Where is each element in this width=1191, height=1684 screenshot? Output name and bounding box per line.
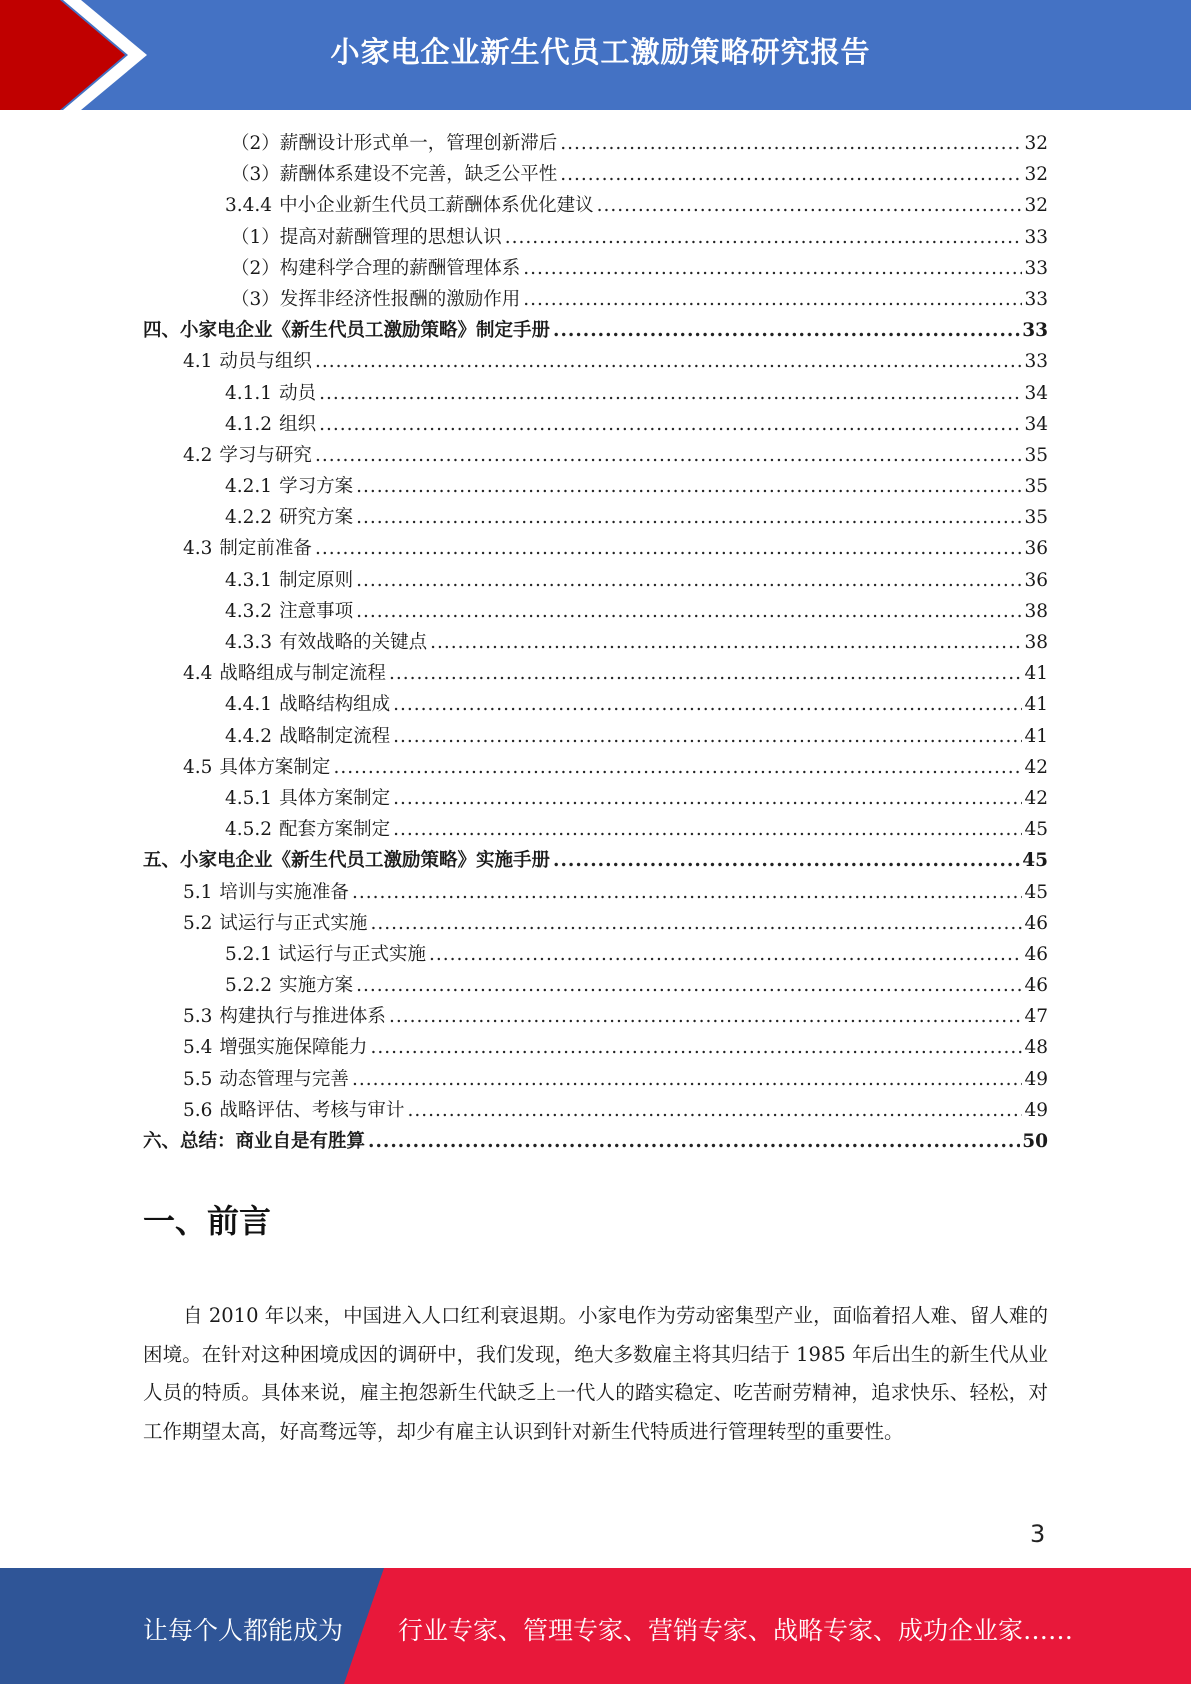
toc-entry[interactable] <box>143 1126 1048 1157</box>
toc-entry-number: 4.4.1 <box>225 694 273 716</box>
toc-entry-page: 42 <box>1024 787 1048 809</box>
toc-dot-leader <box>356 471 1022 502</box>
toc-entry[interactable] <box>143 284 1048 315</box>
toc-entry[interactable] <box>143 159 1048 190</box>
toc-entry-number: 5.4 <box>183 1037 213 1059</box>
toc-entry-title: 动员 <box>279 382 317 404</box>
toc-entry-number: 4.2.1 <box>225 476 273 498</box>
toc-entry-title: 战略组成与制定流程 <box>219 663 386 685</box>
toc-entry-title: 有效战略的关键点 <box>279 632 428 653</box>
toc-entry-number: 4.5.1 <box>225 787 273 809</box>
toc-entry-number: 4.2 <box>183 444 213 466</box>
toc-entry-page: 35 <box>1024 444 1048 466</box>
toc-dot-leader <box>553 845 1020 876</box>
page-footer <box>0 1568 1191 1684</box>
toc-entry-number: 4.5.2 <box>225 819 273 841</box>
toc-entry-number: 4.3.2 <box>225 600 273 622</box>
toc-entry[interactable] <box>143 658 1048 689</box>
toc-entry-number: 4.1.2 <box>225 413 273 435</box>
toc-entry-page: 48 <box>1024 1037 1048 1059</box>
toc-entry[interactable] <box>143 596 1048 627</box>
toc-entry[interactable] <box>143 190 1048 221</box>
toc-entry-page: 33 <box>1024 351 1048 373</box>
toc-entry-page: 33 <box>1024 288 1048 310</box>
toc-entry[interactable] <box>143 533 1048 564</box>
toc-dot-leader <box>370 908 1022 939</box>
toc-entry-page: 49 <box>1024 1099 1048 1121</box>
toc-entry-page: 36 <box>1024 569 1048 591</box>
toc-entry[interactable] <box>143 970 1048 1001</box>
toc-entry[interactable] <box>143 440 1048 471</box>
toc-entry-page: 38 <box>1024 600 1048 622</box>
toc-dot-leader <box>597 190 1023 221</box>
toc-entry-title: （2）构建科学合理的薪酬管理体系 <box>231 257 521 279</box>
toc-entry-page: 32 <box>1024 164 1048 186</box>
toc-dot-leader <box>356 502 1022 533</box>
toc-dot-leader <box>356 596 1022 627</box>
toc-entry[interactable] <box>143 1001 1048 1032</box>
toc-entry[interactable] <box>143 939 1048 970</box>
toc-entry-page: 41 <box>1024 725 1048 747</box>
toc-entry[interactable] <box>143 814 1048 845</box>
toc-entry-page: 42 <box>1024 756 1048 778</box>
toc-dot-leader <box>505 222 1023 253</box>
toc-dot-leader <box>560 128 1022 159</box>
toc-dot-leader <box>429 939 1022 970</box>
toc-entry-number: 5.1 <box>183 881 213 903</box>
footer-slogan-right: 行业专家、管理专家、营销专家、战略专家、成功企业家…… <box>398 1616 1074 1645</box>
toc-entry-title: 四、小家电企业《新生代员工激励策略》制定手册 <box>143 320 551 342</box>
toc-entry[interactable] <box>143 689 1048 720</box>
toc-dot-leader <box>523 253 1022 284</box>
toc-entry-number: 4.4.2 <box>225 725 273 747</box>
toc-entry-title: 战略评估、考核与审计 <box>219 1099 405 1121</box>
toc-dot-leader <box>356 565 1022 596</box>
toc-entry-title: 增强实施保障能力 <box>219 1037 368 1059</box>
toc-dot-leader <box>560 159 1022 190</box>
toc-entry[interactable] <box>143 845 1048 876</box>
toc-entry-page: 46 <box>1024 943 1048 965</box>
toc-entry-page: 45 <box>1024 881 1048 903</box>
toc-entry-page: 35 <box>1024 507 1048 529</box>
toc-entry-title: （3）薪酬体系建设不完善，缺乏公平性 <box>231 164 558 186</box>
toc-entry[interactable] <box>143 721 1048 752</box>
toc-entry-title: 制定原则 <box>279 569 354 591</box>
toc-entry-number: 4.1.1 <box>225 382 273 404</box>
toc-entry-page: 38 <box>1024 632 1048 653</box>
toc-entry[interactable] <box>143 1095 1048 1126</box>
toc-entry-title: 研究方案 <box>279 507 354 529</box>
toc-entry-number: 4.4 <box>183 663 213 685</box>
page-number: 3 <box>1030 1520 1046 1548</box>
toc-dot-leader <box>368 1126 1020 1157</box>
toc-entry-title: 战略结构组成 <box>279 694 391 716</box>
toc-entry[interactable] <box>143 783 1048 814</box>
toc-entry[interactable] <box>143 752 1048 783</box>
toc-entry-page: 34 <box>1024 382 1048 404</box>
toc-entry-page: 33 <box>1022 320 1048 342</box>
toc-dot-leader <box>393 814 1022 845</box>
toc-entry-number: 4.2.2 <box>225 507 273 529</box>
toc-dot-leader <box>393 689 1022 720</box>
toc-entry-page: 41 <box>1024 663 1048 685</box>
page-header <box>0 0 1191 110</box>
toc-dot-leader <box>407 1095 1022 1126</box>
toc-entry-title: 配套方案制定 <box>279 819 391 841</box>
toc-entry-number: 4.3 <box>183 538 213 560</box>
toc-entry[interactable] <box>143 1032 1048 1063</box>
toc-entry[interactable] <box>143 409 1048 440</box>
toc-entry-title: 动员与组织 <box>219 351 312 373</box>
toc-dot-leader <box>315 533 1023 564</box>
toc-entry-title: 组织 <box>279 413 317 435</box>
toc-entry[interactable] <box>143 222 1048 253</box>
toc-entry[interactable] <box>143 253 1048 284</box>
toc-dot-leader <box>352 1064 1023 1095</box>
toc-entry[interactable] <box>143 565 1048 596</box>
toc-dot-leader <box>352 877 1023 908</box>
toc-entry-title: 具体方案制定 <box>279 787 391 809</box>
toc-entry-title: 学习方案 <box>279 476 354 498</box>
toc-entry-title: 六、总结：商业自是有胜算 <box>143 1131 366 1152</box>
toc-entry-page: 47 <box>1024 1006 1048 1028</box>
toc-entry-number: 4.3.3 <box>225 632 273 653</box>
toc-entry[interactable] <box>143 378 1048 409</box>
toc-entry[interactable] <box>143 471 1048 502</box>
toc-entry-title: （1）提高对薪酬管理的思想认识 <box>231 226 502 248</box>
toc-dot-leader <box>370 1032 1022 1063</box>
toc-entry[interactable] <box>143 315 1048 346</box>
toc-entry-title: （2）薪酬设计形式单一，管理创新滞后 <box>231 133 558 154</box>
toc-entry-number: 4.5 <box>183 756 213 778</box>
toc-entry[interactable] <box>143 346 1048 377</box>
toc-entry-page: 50 <box>1022 1131 1048 1152</box>
toc-dot-leader <box>333 752 1022 783</box>
toc-entry-page: 36 <box>1024 538 1048 560</box>
toc-entry-number: 4.3.1 <box>225 569 273 591</box>
toc-entry-number: 5.3 <box>183 1006 213 1028</box>
toc-entry-page: 33 <box>1024 257 1048 279</box>
toc-entry-number: 5.6 <box>183 1099 213 1121</box>
toc-entry-title: 5.2.1 试运行与正式实施 <box>225 943 426 965</box>
footer-slogan-left: 让每个人都能成为 <box>143 1616 344 1645</box>
toc-dot-leader <box>389 658 1023 689</box>
toc-entry[interactable] <box>143 908 1048 939</box>
toc-dot-leader <box>356 970 1022 1001</box>
toc-dot-leader <box>389 1001 1023 1032</box>
section-heading: 一、前言 <box>143 1202 272 1240</box>
toc-entry-number: 4.1 <box>183 351 213 373</box>
toc-entry-title: （3）发挥非经济性报酬的激励作用 <box>231 288 521 310</box>
toc-entry-title: 制定前准备 <box>219 538 312 560</box>
toc-entry-page: 32 <box>1024 133 1048 154</box>
toc-entry[interactable] <box>143 128 1048 159</box>
toc-entry-title: 试运行与正式实施 <box>219 912 368 934</box>
intro-paragraph: 自 2010 年以来，中国进入人口红利衰退期。小家电作为劳动密集型产业，面临着招人难、留人难的困境。在针对这种困境成因的调研中，我们发现，绝大多数雇主将其归结于 1985 年后出生的新生代从业人员的特质。具体来说，雇主抱怨新生代缺乏上一代人的踏实稳定、吃苦耐劳精神，追求快乐、轻松，对工作期望太高，好高骛远等，却少有雇主认识到针对新生代特质进行管理转型的重要性。 <box>143 1304 1048 1443</box>
toc-entry[interactable] <box>143 877 1048 908</box>
toc-entry[interactable] <box>143 1064 1048 1095</box>
toc-entry-title: 五、小家电企业《新生代员工激励策略》实施手册 <box>143 850 551 872</box>
toc-entry[interactable] <box>143 627 1048 658</box>
toc-entry-page: 34 <box>1024 413 1048 435</box>
toc-entry-page: 46 <box>1024 912 1048 934</box>
toc-entry-title: 培训与实施准备 <box>219 881 349 903</box>
toc-entry[interactable] <box>143 502 1048 533</box>
toc-dot-leader <box>319 378 1022 409</box>
toc-entry-title: 实施方案 <box>279 975 354 997</box>
toc-entry-title: 注意事项 <box>279 600 354 622</box>
toc-dot-leader <box>553 315 1020 346</box>
toc-entry-page: 35 <box>1024 476 1048 498</box>
toc-entry-title: 动态管理与完善 <box>219 1068 349 1090</box>
toc-entry-page: 46 <box>1024 975 1048 997</box>
document-title: 小家电企业新生代员工激励策略研究报告 <box>330 35 871 69</box>
toc-entry-title: 构建执行与推进体系 <box>219 1006 386 1028</box>
toc-entry-page: 32 <box>1024 195 1048 217</box>
toc-dot-leader <box>315 346 1023 377</box>
toc-dot-leader <box>393 721 1022 752</box>
toc-entry-page: 33 <box>1024 226 1048 248</box>
toc-dot-leader <box>430 627 1022 658</box>
toc-entry-page: 45 <box>1022 850 1048 872</box>
toc-entry-page: 49 <box>1024 1068 1048 1090</box>
toc-entry-number: 5.5 <box>183 1068 213 1090</box>
toc-entry-page: 41 <box>1024 694 1048 716</box>
toc-entry-title: 战略制定流程 <box>279 725 391 747</box>
toc-dot-leader <box>393 783 1022 814</box>
toc-entry-number: 5.2.2 <box>225 975 273 997</box>
toc-entry-title: 具体方案制定 <box>219 756 331 778</box>
table-of-contents <box>143 128 1048 1157</box>
toc-entry-page: 45 <box>1024 819 1048 841</box>
toc-dot-leader <box>523 284 1022 315</box>
toc-entry-number: 5.2 <box>183 912 213 934</box>
toc-dot-leader <box>315 440 1023 471</box>
toc-entry-number: 3.4.4 <box>225 195 273 217</box>
toc-dot-leader <box>319 409 1022 440</box>
toc-entry-title: 学习与研究 <box>219 444 312 466</box>
toc-entry-title: 中小企业新生代员工薪酬体系优化建议 <box>279 195 594 217</box>
